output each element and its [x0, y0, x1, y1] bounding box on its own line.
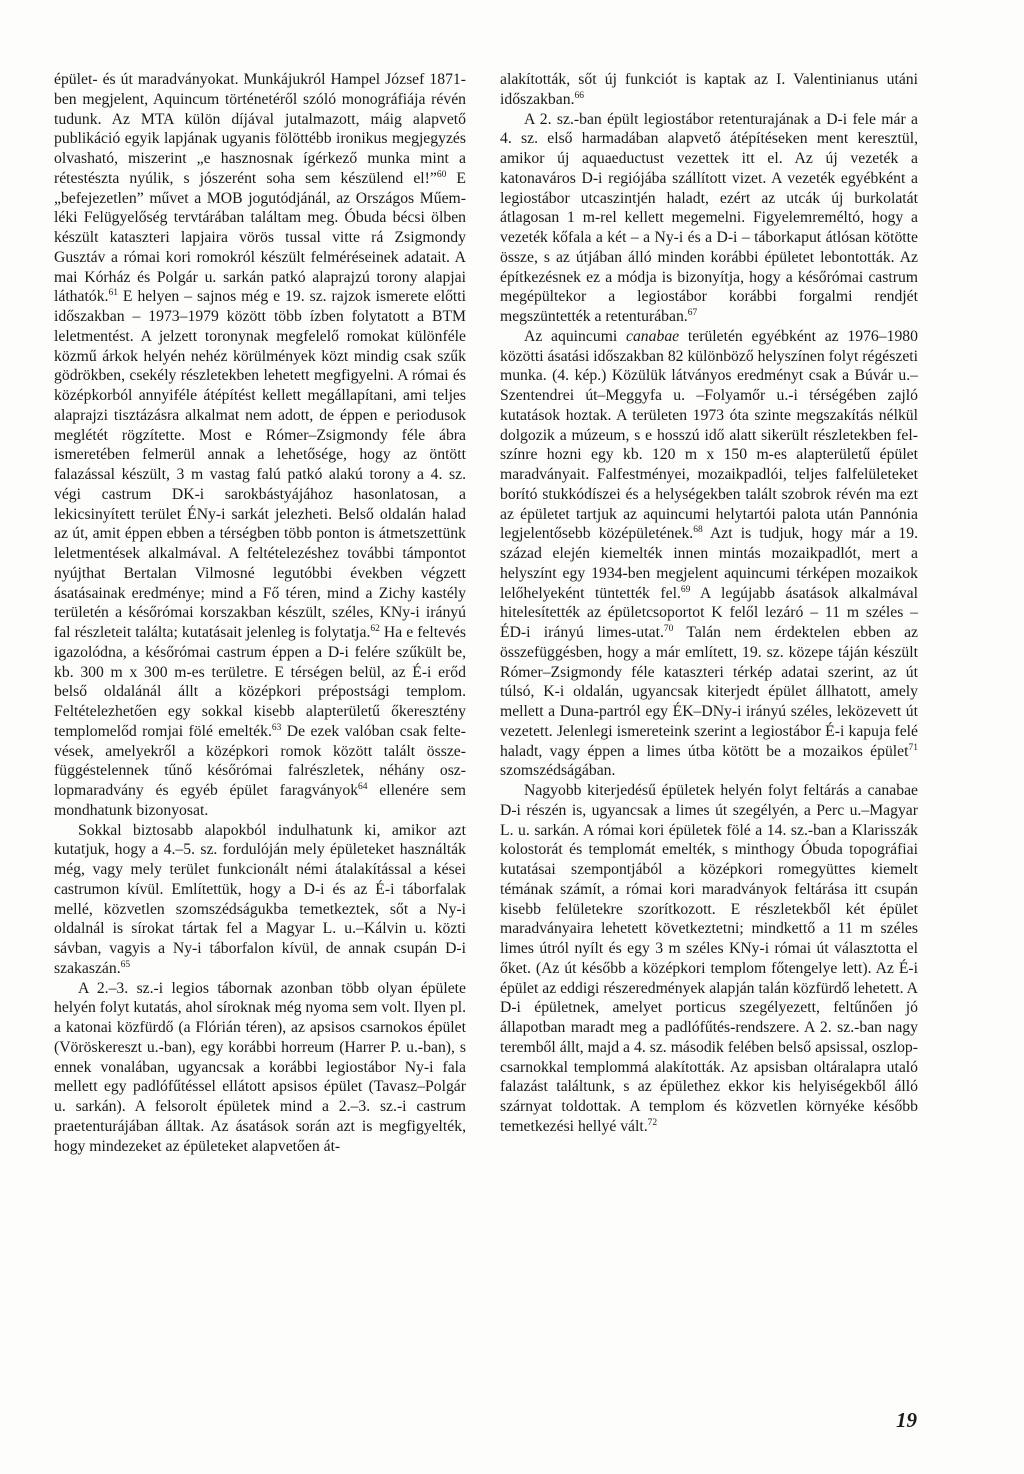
- footnote-ref: 64: [358, 782, 368, 792]
- right-column: [500, 70, 918, 1137]
- footnote-ref: 62: [370, 624, 380, 634]
- footnote-ref: 68: [693, 525, 703, 536]
- footnote-ref: 63: [271, 722, 282, 733]
- right-paragraph-3: Az aquincumi canabae területén egyébként az 1976–1980 közötti ásatási időszakban 82 különböző helyszínen folyt régészeti munka. (4. kép.) Közülük látványos eredményt csak a Búvár u.–Szentendrei út–Meggyfa u. –Folyamőr u.-i térségében zajló kutatások hoztak. A területen 1973 óta szinte megszakítás nélkül dolgozik a múzeum, s e hosszú idő alatt sikerült részletekben felszínre hozni egy kb. 120 m x 150 m-es alapterületű épület maradványait. Falfestményei, mozaikpadlói, teljes falfelületeket borító stukkódíszei és a helységekben talált szobrok révén ma ezt az épületet tartjuk az aquincumi helytartói palota után Pannónia legjelentősebb középületének.$^{68}$ Azt is tudjuk, hogy már a 19. század elején kiemelték innen mintás mozaikpadlót, mert a helyszínt egy 1934-ben megjelent aquincumi térképen mozaikok lelőhelyeként tüntették fel.$^{69}$ A legújabb ásatások alkalmával hitelesítették az épületcsoportot K felől lezáró – 11 m széles – ÉD-i irányú limes-utat.$^{70}$ Talán nem érdektelen ebben az összefüggésben, hogy a már említett, 19. sz. közepe táján készült Rómer–Zsigmondy féle kataszteri térkép adatai szerint, az út túlsó, K-i oldalán, ugyancsak kiterjedt épület állhatott, amely mellett a Duna-partról egy ÉK–DNy-i irányú széles, leközevett út vezetett. Jelenlegi ismereteink szerint a legiostábor É-i kapuja felé haladt, vagy éppen a limes útba kötött be a mozaikos épület$^{71}$ szomszédságában.: [500, 327, 919, 780]
- right-paragraph-1: alakították, sőt új funkciót is kaptak az I. Valentinianus utáni időszakban.$^{66}$: [500, 71, 918, 108]
- footnote-ref: 71: [908, 742, 918, 753]
- footnote-ref: 69: [680, 584, 691, 595]
- footnote-ref: 67: [687, 308, 698, 318]
- left-paragraph-3: A 2.–3. sz.-i legios tábornak azonban több olyan épülete helyén folyt kutatás, ahol síroknak még nyoma sem volt. Ilyen pl. a katonai közfürdő (a Flórián téren), az apsisos csarnokos épület (Vöröskereszt u.-ban), egy korábbi horreum (Harrer P. u.-ban), s ennek vonalában, ugyancsak a korábbi legiostábor Ny-i fala mellett egy padlófűtéssel ellátott apsisos épület (Tavasz–Polgár u. sarkán). A felsorolt épületek mind a 2.–3. sz.-i castrum praetenturájában álltak. Az ásatások során azt is megfigyelték, hogy mindezeket az épületeket alapvetően át-: [54, 979, 466, 1155]
- left-column: [54, 70, 466, 1156]
- page-number: 19: [896, 1408, 917, 1432]
- right-paragraph-2: A 2. sz.-ban épült legiostábor retenturajának a D-i fele már a 4. sz. első harmadában alapvető átépítéseken ment keresztül, amikor új aquaeductust vezettek itt el. Az új vezeték a katonaváros D-i regiójába szállított vizet. A vezeték egyébként a legiostábor utcaszintjén haladt, ezért az utcák új burkolatát átlagosan 1 m-rel kellett megemelni. Figyelemreméltó, hogy a vezeték kőfala a két – a Ny-i és a D-i – táborkaput átlósan kötötte össze, s az útjában álló minden korábbi épületet lebontották. Az építkezésnek ez a módja is bizonyítja, hogy a későrómai castrum megépültekor a legiostábor korábbi forgalmi rendjét megszüntették a retenturában.$^{67}$: [500, 110, 918, 325]
- left-paragraph-2: Sokkal biztosabb alapokból indulhatunk ki, amikor azt kutatjuk, hogy a 4.–5. sz. fordulóján mely épületeket használták még, vagy mely terület funkcionált némi átalakítással a kései castrumon kívül. Említettük, hogy a D-i és az É-i táborfalak mellé, közvetlen szomszédságukba temetkeztek, sőt a Ny-i oldalnál is sírokat tártak fel a Magyar L. u.–Kálvin u. közti sávban, vagyis a Ny-i táborfalon kívül, de annak csupán D-i szakaszán.$^{65}$: [54, 821, 466, 977]
- footnote-ref: 60: [436, 169, 447, 180]
- left-paragraph-1: épület- és út maradványokat. Munkájukról Hampel József 1871-ben megjelent, Aquincum történetéről szóló monográfiája révén tudunk. Az MTA külön díjával jutalmazott, máig alapvető publikáció egyik lapjának ugyanis fölöttébb ironikus megjegyzés olvasható, miszerint „e hasznosnak ígérkező munka mint a rétestészta nyúlik, s jószerént soha sem készülend el!”$^{60}$ E „befejezetlen” művet a MOB jogutódjánál, az Országos Műemléki Felügyelőség tervtárában találtam meg. Óbuda bécsi ölben készült kataszteri lapjaira vörös tussal vitte rá Zsigmondy Gusztáv a római kori romokról készült felméréseinek adatait. A mai Kórház és Polgár u. sarkán patkó alaprajzú torony alapjai láthatók.$^{61}$ E helyen – sajnos még e 19. sz. rajzok ismerete előtti időszakban – 1973–1979 között több ízben folytatott a BTM leletmentést. A jelzett toronynak megfelelő romokat különféle közmű árkok helyén nehéz körülmények közt mindig csak szűk gödrökben, csekély részletekben lehetett megfigyelni. A római és középkorból annyiféle átépítést kellett megállapítani, ami teljes alaprajzi tisztázásra alkalmat nem adott, de éppen e periodusok meglétét rögzítette. Most e Rómer–Zsigmondy féle ábra ismeretében felmerül annak a lehetősége, hogy az öntött falazással készült, 3 m vastag falú patkó alakú torony a 4. sz. végi castrum DK-i sarokbástyájához hasonlatosan, a lekicsinyített terület ÉNy-i sarkát jelezheti. Belső oldalán halad az út, amit éppen ebben a térségben több ponton is átmetszettünk leletmentések alkalmával. A feltételezéshez további támpontot nyújthat Bertalan Vilmosné legutóbbi években végzett ásatásainak eredménye; mind a Fő téren, mind a Zichy kastély területén a későrómai korszakban készült, széles, KNy-i irányú fal részleteit találta; kutatásait jelenleg is folytatja.$^{62}$ Ha e feltevés igazolódna, a későrómai castrum éppen a D-i felére szűkült be, kb. 300 m x 300 m-es területre. E térségen belül, az É-i erőd belső oldalánál állt a középkori prépostsági templom. Feltételezhetően egy sokkal kisebb alapterületű őkeresztény templomelőd romjai fölé emelték.$^{63}$ De ezek valóban csak feltevések, amelyekről a középkori romok között talált összefüggéstelennek tűnő későrómai falrészletek, néhány oszlopmaradvány és egyéb épület faragványok$^{64}$ ellenére sem mondhatunk bizonyosat.: [54, 71, 466, 819]
- footnote-ref: 70: [663, 624, 674, 634]
- footnote-ref: 66: [574, 90, 584, 101]
- footnote-ref: 65: [120, 959, 131, 970]
- footnote-ref: 72: [647, 1117, 658, 1128]
- italic-term: canabae: [626, 327, 680, 345]
- footnote-ref: 61: [108, 288, 118, 299]
- right-paragraph-4: Nagyobb kiterjedésű épületek helyén folyt feltárás a canabae D-i részén is, ugyancsak a limes út szegélyén, a Perc u.–Magyar L. u. sarkán. A római kori épületek fölé a 14. sz.-ban a Klarisszák kolostorát és templomát emelték, s minthogy Óbuda topográfiai kutatásai szempontjából a középkori romegyüttes kiemelt témának számít, a római kori maradványok feltárása itt csupán kisebb felületekre szorítkozott. E részletekből két épület maradványaira lehetett következtetni; mindkettő a 11 m széles limes útról nyílt és egy 3 m széles KNy-i római út választotta el őket. (Az út később a középkori templom főtengelye lett). Az É-i épület az eddigi részeredmények alapján talán közfürdő lehetett. A D-i épületnek, amelyet porticus szegélyezett, feltűnően jó állapotban maradt meg a padlófűtés-rendszere. A 2. sz.-ban nagy teremből állt, majd a 4. sz. második felében belső apsissal, oszlopcsarnokkal templommá alakították. Az apsisban oltáralapra utaló falazást találtunk, s az épülethez ekkor kis helyiségekből álló szárnyat toldottak. A templom és közvetlen környéke később temetkezési hellyé vált.$^{72}$: [500, 782, 918, 1135]
